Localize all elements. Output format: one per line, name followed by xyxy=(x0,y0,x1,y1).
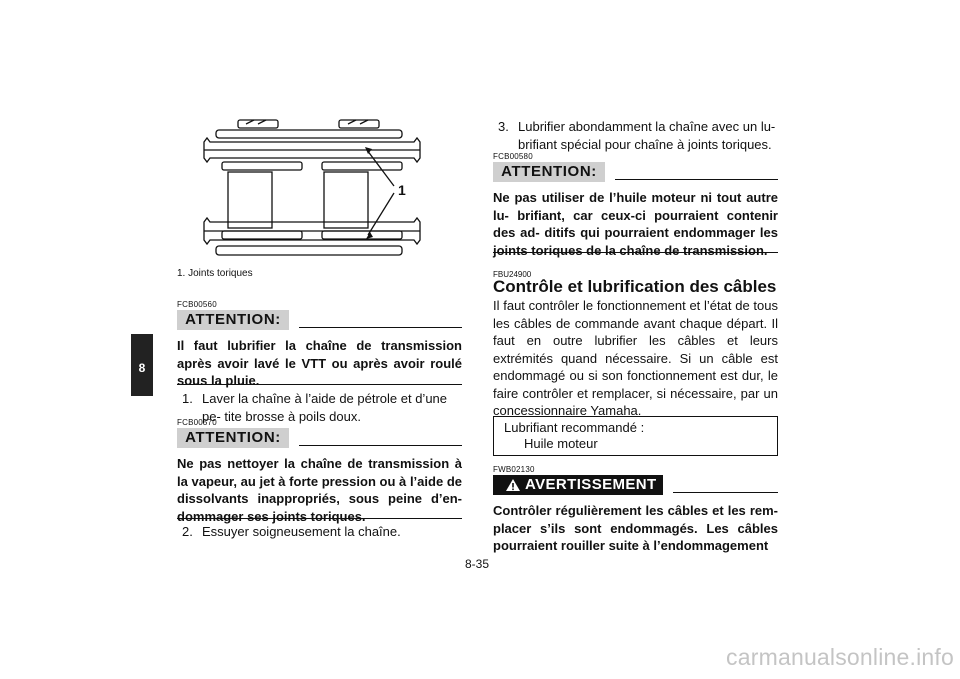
warning-text: Contrôler régulièrement les câbles et les rem- placer s’ils sont endommagés. Les câbles pourraient rouiller suite à l’endommagement xyxy=(493,503,778,553)
step-text: Lubrifier abondamment la chaîne avec un lu- brifiant spécial pour chaîne à joints toriques. xyxy=(518,119,776,152)
divider xyxy=(493,252,778,253)
chain-diagram xyxy=(202,118,432,266)
lubricant-label: Lubrifiant recommandé : xyxy=(504,420,645,435)
page-number: 8-35 xyxy=(465,557,490,571)
lubricant-box xyxy=(493,416,778,456)
divider xyxy=(177,518,462,519)
chapter-number: 8 xyxy=(138,361,146,375)
warning-note xyxy=(493,465,778,555)
step-text: Essuyer soigneusement la chaîne. xyxy=(202,524,401,539)
section-paragraph: Il faut contrôler le fonctionnement et l’état de tous les câbles de commande avant chaque départ. Il faut en outre lubrifier les câbles et leurs extrémités quand nécessaire. Si un câble est endommagé ou si son fonctionnement est dur, le faire contrôler et remplacer, si nécessaire, par un concessionnaire Yamaha. xyxy=(493,298,778,418)
section-title: Contrôle et lubrification des câbles xyxy=(493,277,777,296)
divider xyxy=(299,445,462,446)
attention-text: Ne pas utiliser de l’huile moteur ni tout autre lu- brifiant, car ceux-ci pourraient contenir des ad- ditifs qui pourraient endommager les joints toriques de la chaîne de transmission. xyxy=(493,190,778,258)
step-number: 1. xyxy=(182,391,193,406)
section-code: FBU24900 xyxy=(493,270,532,279)
divider xyxy=(615,179,778,180)
divider xyxy=(673,492,778,493)
note-code: FCB00570 xyxy=(177,418,217,427)
lubricant-value: Huile moteur xyxy=(524,436,598,451)
attention-label: ATTENTION: xyxy=(177,310,289,330)
note-code: FCB00560 xyxy=(177,300,217,309)
chapter-tab xyxy=(131,334,153,396)
note-code: FCB00580 xyxy=(493,152,533,161)
attention-label: ATTENTION: xyxy=(177,428,289,448)
attention-label: ATTENTION: xyxy=(493,162,605,182)
step-text: Laver la chaîne à l’aide de pétrole et d’une pe- tite brosse à poils doux. xyxy=(202,391,448,424)
warning-label: AVERTISSEMENT xyxy=(525,476,657,493)
note-code: FWB02130 xyxy=(493,465,535,474)
watermark: carmanualsonline.info xyxy=(726,644,954,670)
figure-callout: 1 xyxy=(398,182,406,198)
figure-caption: 1. Joints toriques xyxy=(177,268,253,279)
divider xyxy=(177,384,462,385)
step-number: 2. xyxy=(182,524,193,539)
warning-triangle-icon xyxy=(505,478,521,492)
step-number: 3. xyxy=(498,119,509,134)
attention-note-1 xyxy=(177,300,462,390)
divider xyxy=(299,327,462,328)
attention-text: Il faut lubrifier la chaîne de transmission après avoir lavé le VTT ou après avoir roulé sous la pluie. xyxy=(177,338,462,388)
attention-note-2 xyxy=(177,418,462,523)
attention-text: Ne pas nettoyer la chaîne de transmission à la vapeur, au jet à forte pression ou à l’aide de dissolvants inappropriés, sous peine d’en- dommager ses joints toriques. xyxy=(177,456,462,524)
attention-note-3 xyxy=(493,152,778,257)
